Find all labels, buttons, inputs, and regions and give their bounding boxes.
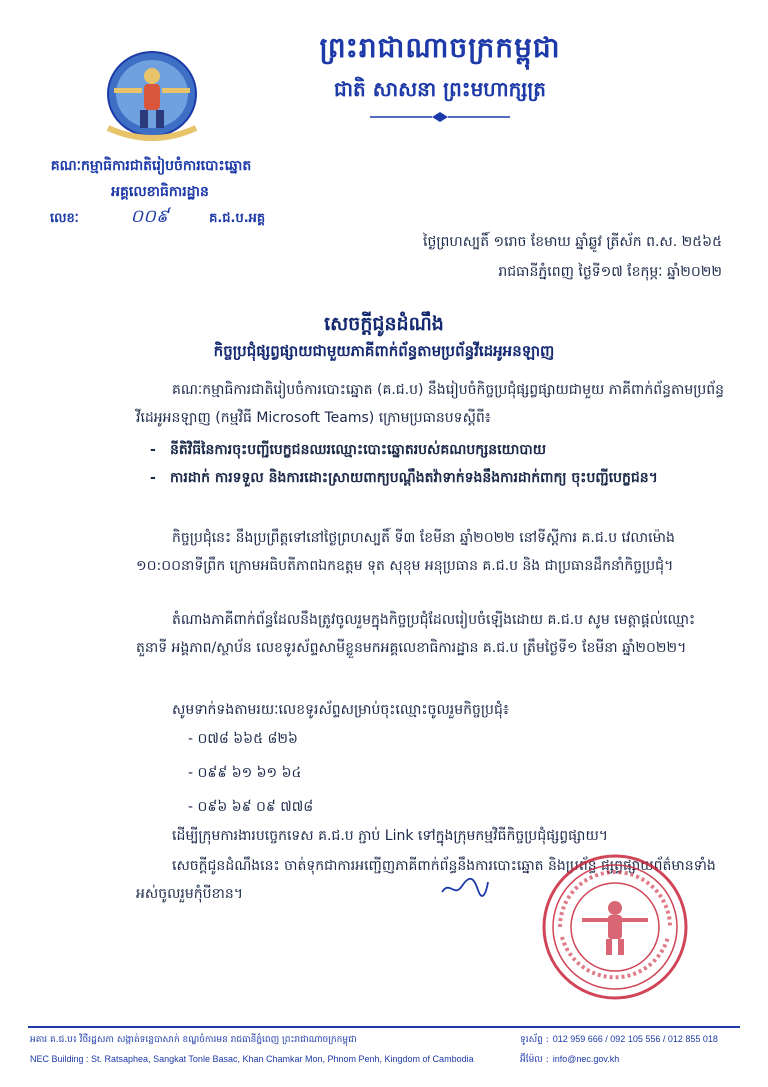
intro-paragraph: គណៈកម្មាធិការជាតិរៀបចំការបោះឆ្នោត (គ.ជ.ប) នឹងរៀបចំកិច្ចប្រជុំផ្សព្វផ្សាយជាមួយ ភាគីពាក់ព័ន្ធតាមប្រព័ន្ធវីដេអូអនឡាញ (កម្មវិធី Microsoft Teams) ក្រោមប្រធានបទស្តីពី៖ [136, 382, 725, 426]
topic-text: នីតិវិធីនៃការចុះបញ្ជីបេក្ខជនឈរឈ្មោះបោះឆ្នោតរបស់គណបក្សនយោបាយ [170, 442, 547, 458]
notice-subtitle: កិច្ចប្រជុំផ្សព្វផ្សាយជាមួយភាគីពាក់ព័ន្ធតាមប្រព័ន្ធវីដេអូអនឡាញ [213, 342, 555, 360]
topic-item [150, 436, 725, 464]
topic-list [150, 436, 725, 492]
schedule-paragraph: កិច្ចប្រជុំនេះ នឹងប្រព្រឹត្តទៅនៅថ្ងៃព្រហស្បតិ៍ ទី៣ ខែមីនា ឆ្នាំ២០២២ នៅទីស្តីការ គ.ជ.ប វេលាម៉ោង ១០:០០នាទីព្រឹក ក្រោមអធិបតីភាពឯកឧត្តម ទុត សុខុម អនុប្រធាន គ.ជ.ប និង ជាប្រធានដឹកនាំកិច្ចប្រជុំ។ [136, 530, 675, 574]
footer-email [520, 1054, 740, 1067]
solar-date: រាជធានីភ្នំពេញ ថ្ងៃទី១៧ ខែកុម្ភៈ ឆ្នាំ២០២២ [498, 264, 722, 280]
official-seal-icon [540, 852, 690, 1002]
topic-item [150, 464, 725, 492]
footer-phone [520, 1034, 740, 1047]
phone-number: - ០៩៩ ៦១ ៦១ ៦៤ [188, 765, 302, 781]
phone-list [188, 722, 488, 824]
lunar-date: ថ្ងៃព្រហស្បតិ៍ ១រោច ខែមាឃ ឆ្នាំឆ្លូវ ត្រីស័ក ព.ស. ២៥៦៥ [423, 234, 722, 250]
email-label: អ៊ីម៉ែល : [520, 1055, 549, 1065]
footer-address-english: NEC Building : St. Ratsaphea, Sangkat Tonle Basac, Khan Chamkar Mon, Phnom Penh, Kingdom of Cambodia [30, 1054, 474, 1064]
email-value: info@nec.gov.kh [552, 1054, 620, 1064]
ornament-divider [370, 112, 510, 122]
phone-label: ទូរស័ព្ទ : [520, 1035, 549, 1045]
footer-divider [28, 1026, 740, 1028]
bullet-dash: - [150, 470, 156, 486]
phone-number: - ០៧៨ ៦៦៥ ៨២៦ [188, 731, 298, 747]
reference-number-row [50, 204, 290, 231]
registration-paragraph: តំណាងភាគីពាក់ព័ន្ធដែលនឹងត្រូវចូលរួមក្នុងកិច្ចប្រជុំដែលរៀបចំឡើងដោយ គ.ជ.ប សូម មេត្តាផ្តល់ឈ្មោះ តួនាទី អង្គភាព/ស្ថាប័ន លេខទូរស័ព្ទសាមីខ្លួនមកអគ្គលេខាធិការដ្ឋាន គ.ជ.ប ត្រឹមថ្ងៃទី១ ខែមីនា ឆ្នាំ២០២២។ [136, 612, 696, 656]
reference-label: លេខៈ [50, 211, 79, 226]
contact-intro: សូមទាក់ទងតាមរយៈលេខទូរស័ព្ទសម្រាប់ចុះឈ្មោះចូលរួមកិច្ចប្រជុំ៖ [172, 702, 509, 718]
kingdom-title: ព្រះរាជាណាចក្រកម្ពុជា [319, 31, 561, 64]
topic-text: ការដាក់ ការទទួល និងការដោះស្រាយពាក្យបណ្តឹងតវ៉ាទាក់ទងនឹងការដាក់ពាក្យ ចុះបញ្ជីបេក្ខជន។ [170, 470, 658, 486]
link-note-paragraph: ដើម្បីក្រុមការងារបច្ចេកទេស គ.ជ.ប ភ្ជាប់ Link ទៅក្នុងក្រុមកម្មវិធីកិច្ចប្រជុំផ្សព្វផ្សាយ។ [172, 828, 608, 844]
closing-paragraph: សេចក្តីជូនដំណឹងនេះ ចាត់ទុកជាការអញ្ជើញភាគីពាក់ព័ន្ធនឹងការបោះឆ្នោត និងប្រព័ន្ធ ផ្សព្វផ្សាយព័ត៌មានទាំងអស់ចូលរួមកុំបីខាន។ [136, 858, 716, 902]
reference-code: គ.ជ.ប.អគ្គ [209, 211, 266, 226]
bullet-dash: - [150, 442, 156, 458]
footer-address-khmer: អគារ គ.ជ.ប៖ វិថីរដ្ឋសភា សង្កាត់ទន្លេបាសាក់ ខណ្ឌចំការមន រាជធានីភ្នំពេញ ព្រះរាជាណាចក្រកម្ពុជា [30, 1035, 357, 1045]
national-motto: ជាតិ សាសនា ព្រះមហាក្សត្រ [334, 77, 546, 101]
organization-name: គណៈកម្មាធិការជាតិរៀបចំការបោះឆ្នោត [50, 158, 252, 174]
reference-number: ០០៩ [130, 206, 169, 227]
phone-number: - ០៩៦ ៦៩ ០៩ ៧៧៨ [188, 799, 314, 815]
phone-value: 012 959 666 / 092 105 556 / 012 855 018 [552, 1034, 718, 1044]
signature-icon [440, 876, 490, 900]
notice-title: សេចក្តីជូនដំណឹង [324, 313, 444, 335]
department-name: អគ្គលេខាធិការដ្ឋាន [111, 184, 209, 200]
nec-emblem-icon [100, 48, 204, 144]
